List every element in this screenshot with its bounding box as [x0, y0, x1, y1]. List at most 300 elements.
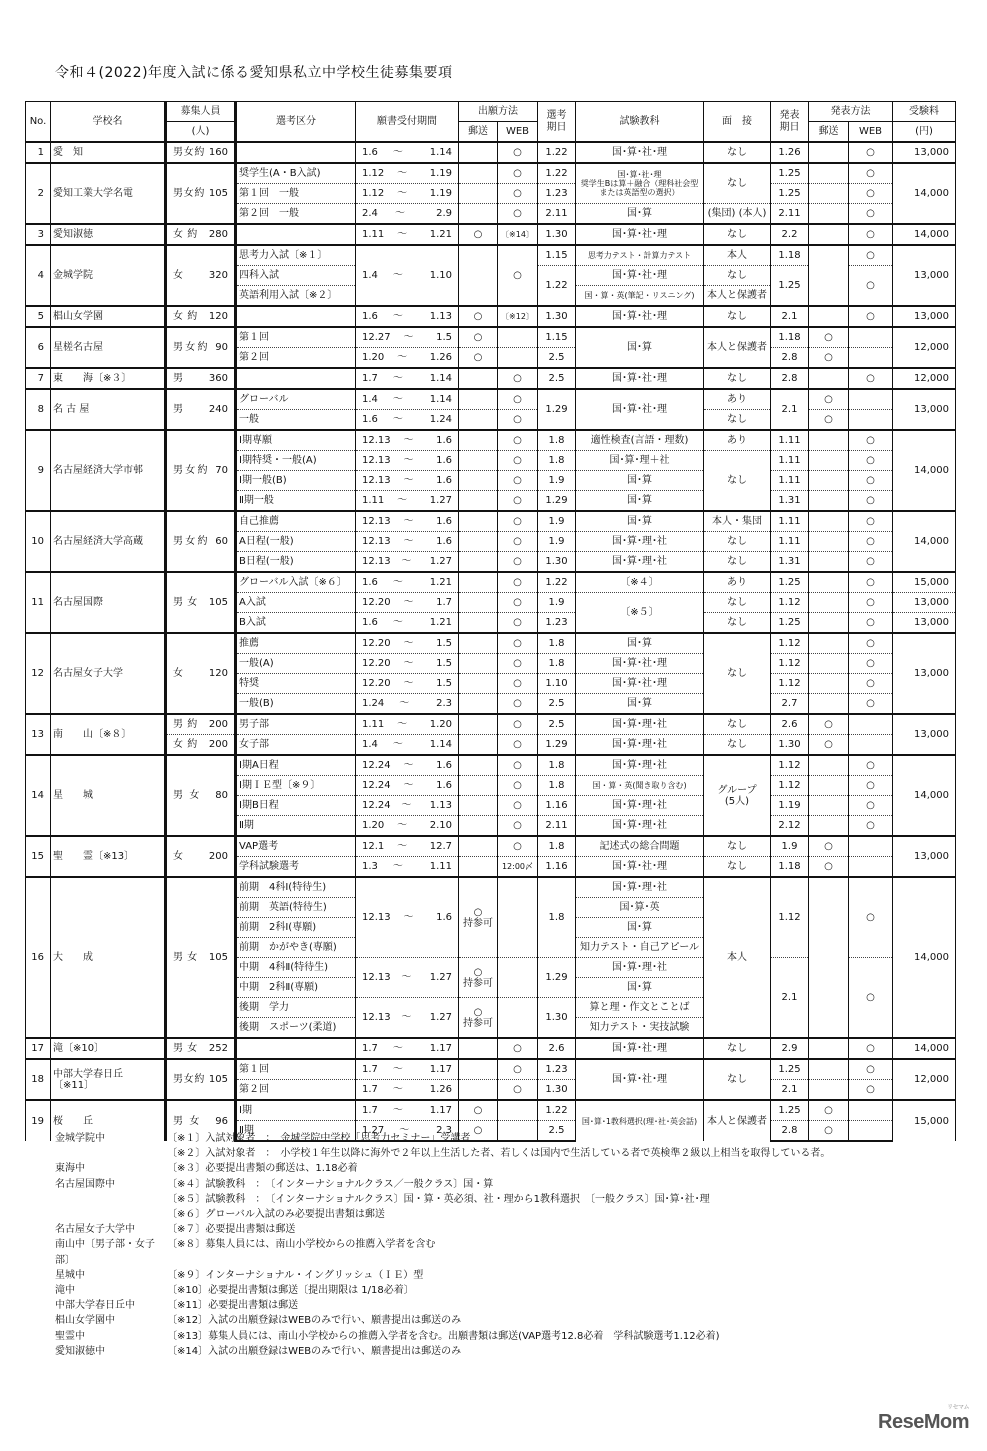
cell-apply-web: ○ — [498, 1059, 538, 1080]
cell-apply-web: ○ — [498, 142, 538, 163]
cell-apply-web — [498, 958, 538, 998]
header-fee-unit: (円) — [893, 122, 956, 143]
cell-period: 1.24 ～ 2.3 — [356, 694, 459, 715]
footnote — [55, 1268, 830, 1283]
cell-apply-mail — [459, 451, 498, 471]
cell-category: Ⅰ期B日程 — [236, 796, 356, 816]
footnote-school: 椙山女学園中 — [55, 1315, 115, 1327]
cell-subjects: 国･算 — [576, 978, 704, 998]
cell-subjects: 国･算･社･理 — [576, 1059, 704, 1100]
cell-subjects: 国･算･社･理 — [576, 674, 704, 694]
cell-capacity: 男 360 — [166, 368, 236, 389]
cell-exam-date: 2.5 — [538, 1121, 576, 1142]
cell-subjects: 適性検査(言語・理数) — [576, 430, 704, 451]
cell-fee: 14,000 — [893, 1038, 956, 1059]
footnote-text: 〔※13〕募集人員には、南山小学校からの推薦入学者を含む。出願書類は郵送(VAP選考12.8必着 学科試験選考1.12必着) — [167, 1330, 720, 1342]
cell-fee: 13,000 — [893, 245, 956, 306]
cell-announce-mail — [809, 593, 849, 613]
cell-category: Ⅰ期A日程 — [236, 755, 356, 776]
cell-period: 1.6 ～ 1.21 — [356, 613, 459, 634]
cell-exam-date: 1.16 — [538, 796, 576, 816]
cell-capacity: 男女約 70 — [166, 430, 236, 511]
footnote-school: 愛知淑徳中 — [55, 1345, 105, 1357]
cell-apply-mail — [459, 471, 498, 491]
cell-exam-date: 1.8 — [538, 877, 576, 958]
cell-capacity: 男女約 105 — [166, 1059, 236, 1100]
cell-announce-web: ○ — [849, 877, 893, 958]
cell-exam-date: 2.11 — [538, 204, 576, 225]
resemom-logo — [878, 1405, 969, 1434]
cell-subjects: 国･算 — [576, 511, 704, 532]
cell-announce-web: ○ — [849, 755, 893, 776]
cell-apply-web: ○ — [498, 245, 538, 306]
cell-interview: 本人と保護者 — [704, 286, 771, 307]
cell-category — [236, 1038, 356, 1059]
cell-announce-date: 1.9 — [771, 836, 809, 857]
cell-exam-date: 1.30 — [538, 1080, 576, 1101]
cell-announce-web — [849, 714, 893, 735]
cell-exam-date: 1.23 — [538, 184, 576, 204]
cell-apply-web: ○ — [498, 593, 538, 613]
footnote-text: 〔※８〕募集人員には、南山小学校からの推薦入学者を含む — [167, 1239, 436, 1251]
cell-fee: 13,000 — [893, 714, 956, 755]
cell-announce-web: ○ — [849, 674, 893, 694]
cell-apply-mail — [459, 735, 498, 756]
header-capacity: 募集人員 — [166, 102, 236, 122]
cell-no: 19 — [26, 1100, 51, 1141]
cell-announce-date: 1.12 — [771, 654, 809, 674]
cell-announce-date: 1.30 — [771, 735, 809, 756]
cell-interview: 本人 — [704, 877, 771, 1038]
cell-fee: 14,000 — [893, 430, 956, 511]
cell-apply-web: ○ — [498, 451, 538, 471]
cell-exam-date: 1.16 — [538, 857, 576, 878]
cell-period: 1.11 ～ 1.27 — [356, 491, 459, 512]
cell-subjects: 国･算･社･理 — [576, 306, 704, 327]
cell-subjects: 国･算･英 — [576, 898, 704, 918]
cell-announce-mail: ○ — [809, 735, 849, 756]
cell-period: 12.20 ～ 1.5 — [356, 674, 459, 694]
cell-category: 中期 4科Ⅱ(特待生) — [236, 958, 356, 978]
cell-apply-mail — [459, 491, 498, 512]
cell-capacity: 男女約 160 — [166, 142, 236, 163]
cell-announce-mail — [809, 674, 849, 694]
table-row — [26, 327, 956, 348]
cell-period: 1.7 ～ 1.17 — [356, 1038, 459, 1059]
cell-category: Ⅰ期一般(B) — [236, 471, 356, 491]
cell-no: 4 — [26, 245, 51, 306]
cell-fee: 13,000 — [893, 306, 956, 327]
cell-exam-date: 1.15 — [538, 327, 576, 348]
cell-period: 1.27 ～ 2.3 — [356, 1121, 459, 1142]
page-title: 令和４(2022)年度入試に係る愛知県私立中学校生徒募集要項 — [55, 65, 453, 81]
cell-announce-mail — [809, 451, 849, 471]
cell-interview: なし — [704, 735, 771, 756]
footnote-text: 〔※１〕入試対象者 ： 金城学院中学校「思考力セミナー」受講者 — [167, 1133, 471, 1144]
cell-interview: なし — [704, 552, 771, 573]
table-row — [26, 633, 956, 654]
cell-announce-mail: ○ — [809, 857, 849, 878]
cell-no: 3 — [26, 224, 51, 245]
cell-capacity: 男女 105 — [166, 572, 236, 633]
cell-announce-mail — [809, 1038, 849, 1059]
cell-subjects: 国･算･理･社 — [576, 755, 704, 776]
cell-school-name: 星槎名古屋 — [51, 327, 166, 368]
cell-apply-mail — [459, 857, 498, 878]
cell-announce-date: 2.6 — [771, 714, 809, 735]
cell-period: 12.1 ～ 12.7 — [356, 836, 459, 857]
cell-subjects: 国･算･理･社 — [576, 796, 704, 816]
cell-announce-date: 1.11 — [771, 451, 809, 471]
cell-announce-mail — [809, 755, 849, 776]
cell-announce-mail: ○ — [809, 348, 849, 369]
cell-period: 1.7 ～ 1.17 — [356, 1100, 459, 1121]
cell-announce-web: ○ — [849, 245, 893, 266]
cell-category: 奨学生(A・B入試) — [236, 163, 356, 184]
cell-interview: なし — [704, 1059, 771, 1100]
cell-capacity: 女 120 — [166, 633, 236, 714]
table-row — [26, 224, 956, 245]
cell-announce-web: ○ — [849, 552, 893, 573]
cell-period: 12.20 ～ 1.5 — [356, 633, 459, 654]
cell-subjects: 国･算･理･社 — [576, 877, 704, 898]
cell-announce-date: 1.12 — [771, 593, 809, 613]
cell-period: 2.4 ～ 2.9 — [356, 204, 459, 225]
cell-announce-web: ○ — [849, 816, 893, 837]
cell-period: 1.7 ～ 1.17 — [356, 1059, 459, 1080]
footnote-text: 〔※５〕試験教科 ： 〔インターナショナルクラス〕国・算・英必須、社・理から1教科選択 〔一般クラス〕国･算･社･理 — [167, 1193, 710, 1205]
footnote — [55, 1161, 830, 1176]
cell-exam-date: 1.9 — [538, 511, 576, 532]
cell-category: Ⅰ期専願 — [236, 430, 356, 451]
cell-no: 7 — [26, 368, 51, 389]
cell-announce-web — [849, 857, 893, 878]
cell-exam-date: 1.30 — [538, 224, 576, 245]
cell-apply-web: ○ — [498, 204, 538, 225]
cell-subjects: 国・算・英(筆記・リスニング) — [576, 286, 704, 307]
cell-announce-web: ○ — [849, 368, 893, 389]
footnote-text: 〔※11〕必要提出書類は郵送 — [167, 1300, 299, 1312]
table-row — [26, 163, 956, 184]
footnote-text: 〔※10〕必要提出書類は郵送〔提出期限は 1/18必着〕 — [167, 1285, 414, 1297]
footnote — [55, 1192, 830, 1207]
cell-announce-web: ○ — [849, 184, 893, 204]
cell-announce-mail: ○ — [809, 327, 849, 348]
header-announce-date: 発表 期日 — [771, 102, 809, 143]
cell-interview: あり — [704, 430, 771, 451]
cell-announce-date: 1.25 — [771, 572, 809, 593]
cell-announce-mail — [809, 613, 849, 634]
cell-apply-mail — [459, 694, 498, 715]
cell-apply-mail — [459, 142, 498, 163]
cell-exam-date: 1.8 — [538, 776, 576, 796]
cell-no: 13 — [26, 714, 51, 755]
cell-interview: なし — [704, 410, 771, 431]
cell-school-name: 椙山女学園 — [51, 306, 166, 327]
cell-category: 第２回 — [236, 1080, 356, 1101]
cell-announce-date: 2.1 — [771, 958, 809, 1039]
cell-announce-web: ○ — [849, 491, 893, 512]
cell-category: 第１回 — [236, 1059, 356, 1080]
cell-announce-web: ○ — [849, 593, 893, 613]
footnote — [55, 1222, 830, 1237]
cell-period: 12.20 ～ 1.7 — [356, 593, 459, 613]
cell-apply-web: ○ — [498, 633, 538, 654]
cell-category: Ⅱ期一般 — [236, 491, 356, 512]
cell-category: グローバル — [236, 389, 356, 410]
cell-category: Ⅰ期 — [236, 1100, 356, 1121]
cell-exam-date: 1.8 — [538, 654, 576, 674]
cell-category: Ⅱ期 — [236, 816, 356, 837]
cell-announce-web: ○ — [849, 1059, 893, 1080]
cell-subjects: 知力テスト・実技試験 — [576, 1018, 704, 1039]
cell-category: 思考力入試〔※１〕 — [236, 245, 356, 266]
cell-apply-mail: ○ — [459, 1121, 498, 1142]
cell-period: 1.4 ～ 1.14 — [356, 389, 459, 410]
cell-announce-date: 1.19 — [771, 796, 809, 816]
cell-exam-date: 1.29 — [538, 389, 576, 430]
cell-fee: 15,000 — [893, 1100, 956, 1141]
cell-announce-web: ○ — [849, 266, 893, 307]
cell-fee: 12,000 — [893, 327, 956, 368]
cell-no: 16 — [26, 877, 51, 1038]
cell-capacity: 女約 200 — [166, 735, 236, 756]
cell-announce-mail — [809, 163, 849, 184]
footnote-school — [55, 1146, 167, 1161]
cell-period: 12.13 ～ 1.6 — [356, 532, 459, 552]
cell-announce-mail — [809, 204, 849, 225]
cell-apply-web: ○ — [498, 1080, 538, 1101]
cell-apply-mail — [459, 1038, 498, 1059]
cell-announce-web: ○ — [849, 796, 893, 816]
cell-interview: 本人 — [704, 245, 771, 266]
cell-announce-web — [849, 836, 893, 857]
cell-fee: 13,000 — [893, 613, 956, 634]
cell-category: Ⅰ期特奨・一般(A) — [236, 451, 356, 471]
cell-announce-mail — [809, 511, 849, 532]
cell-school-name: 南 山〔※８〕 — [51, 714, 166, 755]
cell-category: 前期 4科Ⅰ(特待生) — [236, 877, 356, 898]
cell-school-name: 金城学院 — [51, 245, 166, 306]
cell-exam-date: 1.8 — [538, 755, 576, 776]
cell-announce-web: ○ — [849, 306, 893, 327]
cell-announce-mail — [809, 1059, 849, 1080]
footnote-text: 〔※４〕試験教科 ： 〔インターナショナルクラス／一般クラス〕国・算 — [167, 1178, 494, 1190]
cell-subjects: 国･算･社･理 — [576, 389, 704, 430]
cell-no: 12 — [26, 633, 51, 714]
footnote-school: 滝中 — [55, 1285, 75, 1297]
cell-subjects: 国･算･社･理 — [576, 857, 704, 878]
cell-period: 12.13 ～ 1.6 — [356, 471, 459, 491]
cell-category: 第２回 一般 — [236, 204, 356, 225]
cell-announce-mail — [809, 368, 849, 389]
cell-apply-web: ○ — [498, 184, 538, 204]
cell-no: 18 — [26, 1059, 51, 1100]
cell-apply-mail: ○ — [459, 306, 498, 327]
cell-capacity: 男女 252 — [166, 1038, 236, 1059]
cell-exam-date: 1.22 — [538, 163, 576, 184]
cell-apply-mail — [459, 1059, 498, 1080]
cell-fee: 12,000 — [893, 1059, 956, 1100]
cell-school-name: 愛知工業大学名電 — [51, 163, 166, 224]
cell-period: 1.11 ～ 1.21 — [356, 224, 459, 245]
cell-announce-mail — [809, 142, 849, 163]
cell-interview: なし — [704, 633, 771, 714]
cell-apply-web: ○ — [498, 410, 538, 431]
cell-apply-mail — [459, 836, 498, 857]
cell-exam-date: 2.6 — [538, 1038, 576, 1059]
cell-apply-web: ○ — [498, 755, 538, 776]
footnote-text: 〔※９〕インターナショナル・イングリッシュ（ＩＥ）型 — [167, 1269, 424, 1281]
cell-apply-mail: ○ 持参可 — [459, 998, 498, 1039]
table-row — [26, 511, 956, 532]
cell-period: 12.13 ～ 1.27 — [356, 552, 459, 573]
cell-interview: なし — [704, 532, 771, 552]
cell-announce-date: 1.18 — [771, 857, 809, 878]
cell-apply-mail — [459, 755, 498, 776]
cell-category: 一般 — [236, 410, 356, 431]
cell-no: 8 — [26, 389, 51, 430]
cell-announce-mail — [809, 245, 849, 306]
cell-category: Ⅱ期 — [236, 1121, 356, 1142]
cell-subjects: 記述式の総合問題 — [576, 836, 704, 857]
cell-capacity: 男女 96 — [166, 1100, 236, 1141]
cell-apply-mail — [459, 204, 498, 225]
cell-capacity: 女 320 — [166, 245, 236, 306]
cell-category: 学科試験選考 — [236, 857, 356, 878]
cell-exam-date: 1.15 — [538, 245, 576, 266]
cell-announce-date: 2.1 — [771, 1080, 809, 1101]
cell-capacity: 男約 200 — [166, 714, 236, 735]
table-row — [26, 306, 956, 327]
cell-apply-web: ○ — [498, 552, 538, 573]
cell-apply-mail: ○ 持参可 — [459, 877, 498, 958]
table-row — [26, 755, 956, 776]
cell-apply-mail — [459, 796, 498, 816]
cell-category: Ⅰ期ＩＥ型〔※９〕 — [236, 776, 356, 796]
cell-subjects: 国･算･理･社 — [576, 532, 704, 552]
cell-category: 後期 学力 — [236, 998, 356, 1018]
cell-period: 1.3 ～ 1.11 — [356, 857, 459, 878]
cell-period: 1.12 ～ 1.19 — [356, 163, 459, 184]
cell-category: B入試 — [236, 613, 356, 634]
cell-announce-web: ○ — [849, 613, 893, 634]
cell-subjects: 国･算･理･社 — [576, 552, 704, 573]
table-row — [26, 1059, 956, 1080]
cell-apply-mail — [459, 184, 498, 204]
cell-apply-web: ○ — [498, 714, 538, 735]
cell-subjects: 国･算 — [576, 694, 704, 715]
cell-interview: なし — [704, 368, 771, 389]
cell-interview: なし — [704, 163, 771, 204]
cell-announce-web: ○ — [849, 958, 893, 1039]
table-row — [26, 735, 956, 756]
table-row — [26, 389, 956, 410]
header-ann-web: WEB — [849, 122, 893, 143]
cell-exam-date: 1.22 — [538, 266, 576, 307]
cell-fee: 13,000 — [893, 836, 956, 877]
cell-announce-web — [849, 348, 893, 369]
table-row — [26, 368, 956, 389]
cell-exam-date: 2.5 — [538, 694, 576, 715]
table-row — [26, 245, 956, 266]
cell-interview: なし — [704, 714, 771, 735]
footnote-school: 聖霊中 — [55, 1330, 85, 1342]
header-exam-date: 選考 期日 — [538, 102, 576, 143]
cell-announce-web — [849, 1100, 893, 1121]
header-mail: 郵送 — [459, 122, 498, 143]
table-row — [26, 836, 956, 857]
cell-fee: 12,000 — [893, 368, 956, 389]
cell-no: 10 — [26, 511, 51, 572]
cell-capacity: 男女約 105 — [166, 163, 236, 224]
cell-capacity: 男 240 — [166, 389, 236, 430]
cell-apply-web: ○ — [498, 816, 538, 837]
cell-announce-mail — [809, 491, 849, 512]
cell-announce-date: 1.12 — [771, 776, 809, 796]
cell-apply-web: ○ — [498, 389, 538, 410]
cell-apply-mail — [459, 816, 498, 837]
header-category: 選考区分 — [236, 102, 356, 143]
cell-school-name: 聖 霊〔※13〕 — [51, 836, 166, 877]
cell-exam-date: 1.29 — [538, 958, 576, 998]
cell-apply-web: ○ — [498, 776, 538, 796]
cell-period: 1.6 ～ 1.24 — [356, 410, 459, 431]
cell-announce-date: 1.18 — [771, 245, 809, 266]
cell-subjects: 国･算･社･理 — [576, 1038, 704, 1059]
footnote-text: 〔※６〕グローバル入試のみ必要提出書類は郵送 — [167, 1209, 385, 1221]
footnote-school: 中部大学春日丘中 — [55, 1300, 135, 1312]
cell-announce-web — [849, 327, 893, 348]
cell-announce-mail — [809, 224, 849, 245]
cell-subjects: 国･算･社･理 — [576, 224, 704, 245]
footnote — [55, 1298, 830, 1313]
cell-announce-date: 1.11 — [771, 430, 809, 451]
cell-announce-web: ○ — [849, 654, 893, 674]
cell-period: 1.7 ～ 1.26 — [356, 1080, 459, 1101]
footnote-school: 東海中 — [55, 1163, 85, 1175]
cell-category: 特奨 — [236, 674, 356, 694]
cell-fee: 13,000 — [893, 142, 956, 163]
footnote-school: 金城学院中 — [55, 1133, 105, 1144]
cell-apply-mail: ○ — [459, 1100, 498, 1121]
cell-school-name: 名古屋経済大学市邨 — [51, 430, 166, 511]
cell-announce-web: ○ — [849, 572, 893, 593]
cell-interview: 本人と保護者 — [704, 327, 771, 368]
cell-announce-web: ○ — [849, 451, 893, 471]
cell-subjects: 思考力テスト・計算力テスト — [576, 245, 704, 266]
footnote — [55, 1283, 830, 1298]
cell-exam-date: 1.22 — [538, 572, 576, 593]
cell-announce-mail — [809, 552, 849, 573]
cell-school-name: 星 城 — [51, 755, 166, 836]
cell-announce-mail — [809, 796, 849, 816]
cell-apply-web: ○ — [498, 1038, 538, 1059]
cell-announce-mail — [809, 532, 849, 552]
cell-announce-mail — [809, 776, 849, 796]
cell-subjects: 算と理・作文とことば — [576, 998, 704, 1018]
cell-subjects: 国･算 — [576, 471, 704, 491]
cell-announce-web: ○ — [849, 532, 893, 552]
cell-no: 14 — [26, 755, 51, 836]
cell-apply-web: ○ — [498, 613, 538, 634]
cell-capacity: 男女 80 — [166, 755, 236, 836]
cell-school-name: 愛 知 — [51, 142, 166, 163]
cell-subjects: 国･算･社･理 奨学生Bは算＋融合（理科社会型または英語型の選択） — [576, 163, 704, 204]
cell-interview: なし — [704, 613, 771, 634]
cell-exam-date: 1.30 — [538, 998, 576, 1039]
cell-apply-mail — [459, 714, 498, 735]
